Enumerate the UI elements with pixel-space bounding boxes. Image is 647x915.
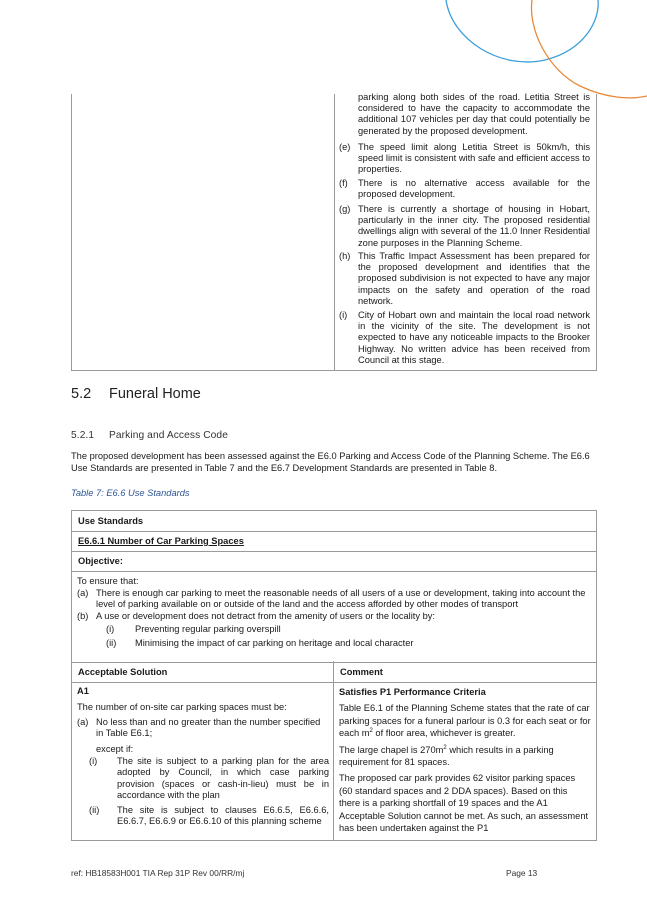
a1-item-a: (a) No less than and no greater than the number specified in Table E6.1;: [77, 716, 321, 739]
objective-subitem-ii: (ii) Minimising the impact of car parking on heritage and local character: [106, 637, 414, 648]
objective-subitem-i: (i) Preventing regular parking overspill: [106, 624, 281, 635]
a1-subitem-ii: (ii) The site is subject to clauses E6.6.5, E6.6.6, E6.6.7, E6.6.9 or E6.6.10 of this planning scheme: [89, 804, 329, 827]
comment-paragraph-2: The large chapel is $270m^2$ which results in a parking requirement for 81 spaces.: [339, 744, 554, 768]
objective-item-a: (a) There is enough car parking to meet the reasonable needs of all users of a use or development, taking into account the level of parking available on or outside of the land and the access afforded by other modes of transport: [77, 587, 586, 610]
column-header-row: Acceptable Solution Comment: [72, 662, 596, 683]
list-item-e: (e) The speed limit along Letitia Street is 50km/h, this speed limit is consistent with safe and efficient access to properties.: [339, 142, 590, 175]
subsection-heading: 5.2.1 Parking and Access Code: [71, 430, 228, 441]
list-item-g: (g) There is currently a shortage of housing in Hobart, particularly in the inner city. The proposed residential dwellings align with several of the 11.0 Inner Residential zone purposes in the Planning Scheme.: [339, 204, 590, 248]
table-caption: Table 7: E6.6 Use Standards: [71, 488, 190, 498]
table-column-divider: [334, 94, 335, 370]
comment-paragraph-3: The proposed car park provides 62 visitor parking spaces (60 standard spaces and 2 DDA spaces). Based on this there is a parking shortfall of 19 spaces and the A1 Acceptable Solution cannot be met. As such, an assessment has been undertaken against the P1: [339, 773, 589, 834]
orange-curve: [531, 0, 647, 98]
comment-paragraph-1: Table E6.1 of the Planning Scheme states that the rate of car parking spaces for a funeral parlour is 0.3 for each seat or for each $m^2$ of floor area, whichever is greater.: [339, 703, 591, 739]
table-column-divider: [333, 661, 334, 841]
objective-label-row: Objective:: [72, 551, 596, 572]
page-number: Page 13: [506, 868, 538, 878]
acceptable-solution-a1: A1 The number of on-site car parking spaces must be: (a) No less than and no greater than the number specified in Table E6.1; except if: (i) The site is subject to a parking plan for the area adopted by Council, in which case parking provision (spaces or cash-in-lieu) must be in accordance with the plan (ii) The site is subject to clauses E6.6.5, E6.6.6, E6.6.7, E6.6.9 or E6.6.10 of this planning scheme: [77, 686, 329, 827]
list-item-f: (f) There is no alternative access available for the proposed development.: [339, 178, 590, 200]
list-item-h: (h) This Traffic Impact Assessment has been prepared for the proposed development and identifies that the proposed subdivision is not expected to have any major impacts on the safety and operation of the road network.: [339, 251, 590, 306]
objective-item-b: (b) A use or development does not detract from the amenity of users or the locality by:: [77, 610, 435, 621]
list-item-i: (i) City of Hobart own and maintain the local road network in the vicinity of the site. The development is not expected to have any noticeable impacts to the Brooker Highway. No written advice has been received from Council at this stage.: [339, 310, 590, 365]
section-heading: 5.2 Funeral Home: [71, 386, 201, 402]
objective-body: To ensure that: (a) There is enough car parking to meet the reasonable needs of all users of a use or development, taking into account the level of parking available on or outside of the land and the access afforded by other modes of transport (b) A use or development does not detract from the amenity of users or the locality by: (i) Preventing regular parking overspill (ii) Minimising the impact of car parking on heritage and local character: [77, 576, 591, 650]
comment-cell: Satisfies P1 Performance Criteria Table E6.1 of the Planning Scheme states that the rate of car parking spaces for a funeral parlour is 0.3 for each seat or for each $m^2$ of floor area, whichever is greater. The large chapel is $270m^2$ which results in a parking requirement for 81 spaces. The proposed car park provides 62 visitor parking spaces (60 standard spaces and 2 DDA spaces). Based on this there is a parking shortfall of 19 spaces and the A1 Acceptable Solution cannot be met. As such, an assessment has been undertaken against the P1: [339, 687, 591, 834]
blue-curve: [446, 0, 598, 62]
intro-paragraph: The proposed development has been assessed against the E6.0 Parking and Access Code of the Planning Scheme. The E6.6 Use Standards are presented in Table 7 and the E6.7 Development Standards are presented in Table 8.: [71, 451, 590, 473]
table-header-row: Use Standards: [72, 511, 596, 532]
a1-subitem-i: (i) The site is subject to a parking plan for the area adopted by Council, in which case parking provision (spaces or cash-in-lieu) must be in accordance with the plan: [89, 756, 329, 801]
standard-row: E6.6.1 Number of Car Parking Spaces: [72, 531, 596, 552]
continued-paragraph: parking along both sides of the road. Letitia Street is considered to have the capacity to accommodate the additional 107 vehicles per day that could potentially be generated by the proposed development.: [358, 92, 590, 136]
footer-reference: ref: HB18583H001 TIA Rep 31P Rev 00/RR/mj: [71, 868, 245, 878]
